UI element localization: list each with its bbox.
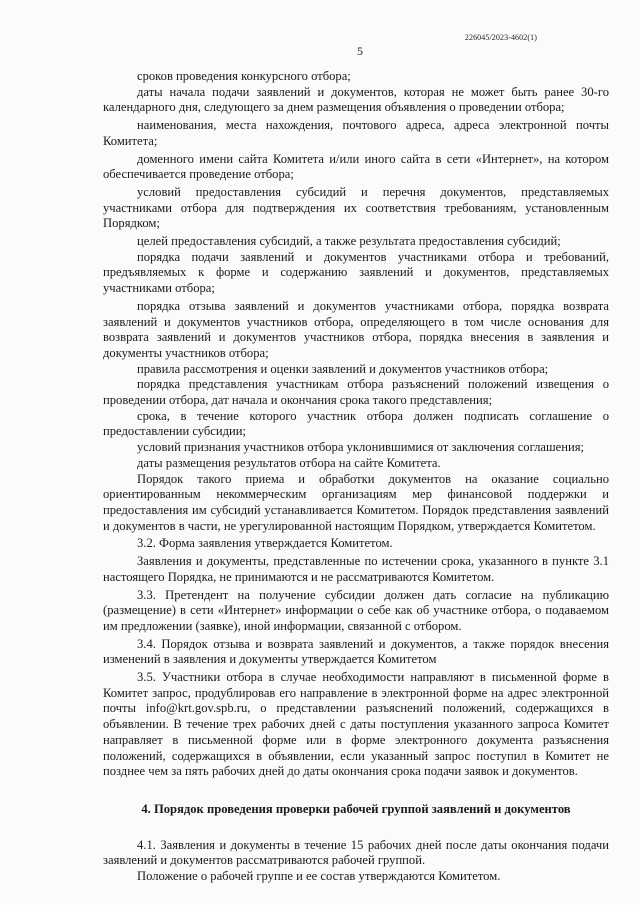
paragraph: 3.2. Форма заявления утверждается Комитетом. <box>137 536 393 551</box>
paragraph: условий признания участников отбора уклонившимися от заключения соглашения; <box>137 440 585 455</box>
paragraph: целей предоставления субсидий, а также результата предоставления субсидий; <box>137 234 561 249</box>
paragraph: порядка представления участникам отбора разъяснений положений извещения о проведении отбора, дат начала и окончания срока такого представления; <box>103 377 609 408</box>
paragraph: порядка отзыва заявлений и документов участниками отбора, порядка возврата заявлений и документов участников отбора, определяющего в том числе основания для возврата заявлений и документов участников отбора, порядка внесения в заявления и документы участников отбора; <box>103 298 609 360</box>
document-registration-number: 226045/2023-4602(1) <box>464 33 537 42</box>
page-number: 5 <box>357 44 363 58</box>
paragraph: Порядок такого приема и обработки документов на оказание социально ориентированным некоммерческим организациям мер финансовой поддержки и предоставления им субсидий устанавливается Комитетом. Порядок представления заявлений и документов в части, не урегулированной настоящим Порядком, утверждается Комитетом. <box>103 471 609 533</box>
paragraph: 3.3. Претендент на получение субсидии должен дать согласие на публикацию (размещение) в сети «Интернет» информации о себе как об участнике отбора, о подаваемом им предложении (заявке), иной информации, связанной с отбором. <box>103 587 609 633</box>
paragraph: доменного имени сайта Комитета и/или иного сайта в сети «Интернет», на котором обеспечивается проведение отбора; <box>103 151 609 182</box>
section-heading: 4. Порядок проведения проверки рабочей группой заявлений и документов <box>141 801 571 816</box>
paragraph: сроков проведения конкурсного отбора; <box>137 69 351 83</box>
paragraph: правила рассмотрения и оценки заявлений и документов участников отбора; <box>137 361 549 376</box>
document-body <box>103 69 609 885</box>
paragraph: наименования, места нахождения, почтового адреса, адреса электронной почты Комитета; <box>103 118 609 148</box>
paragraph: срока, в течение которого участник отбора должен подписать соглашение о предоставлении субсидии; <box>103 408 609 439</box>
paragraph: порядка подачи заявлений и документов участниками отбора и требований, предъявляемых к форме и содержанию заявлений и документов, представляемых участниками отбора; <box>103 249 609 296</box>
paragraph: Заявления и документы, представленные по истечении срока, указанного в пункте 3.1 настоящего Порядка, не принимаются и не рассматриваются Комитетом. <box>103 554 609 584</box>
paragraph: 3.5. Участники отбора в случае необходимости направляют в письменной форме в Комитет запрос, продублировав его направление в электронной форме на адрес электронной почты info@krt.gov.spb.ru, о представлении разъяснений положений, содержащихся в объявлении. В течение трех рабочих дней с даты поступления указанного запроса Комитет направляет в письменной форме или в форме электронного документа разъяснения положений, содержащихся в объявлении, если указанный запрос поступил в Комитет не позднее чем за пять рабочих дней до даты окончания срока подачи заявок и документов. <box>103 670 609 779</box>
paragraph: 3.4. Порядок отзыва и возврата заявлений и документов, а также порядок внесения изменений в заявления и документы утверждается Комитетом <box>103 636 609 667</box>
paragraph: Положение о рабочей группе и ее состав утверждаются Комитетом. <box>137 869 501 884</box>
paragraph: даты размещения результатов отбора на сайте Комитета. <box>137 455 441 470</box>
paragraph: условий предоставления субсидий и перечня документов, представляемых участниками отбора для подтверждения их соответствия требованиям, установленным Порядком; <box>103 184 609 231</box>
paragraph: даты начала подачи заявлений и документов, которая не может быть ранее 30-го календарного дня, следующего за днем размещения объявления о проведении отбора; <box>103 84 609 115</box>
paragraph: 4.1. Заявления и документы в течение 15 рабочих дней после даты окончания подачи заявлений и документов рассматриваются рабочей группой. <box>103 837 609 868</box>
